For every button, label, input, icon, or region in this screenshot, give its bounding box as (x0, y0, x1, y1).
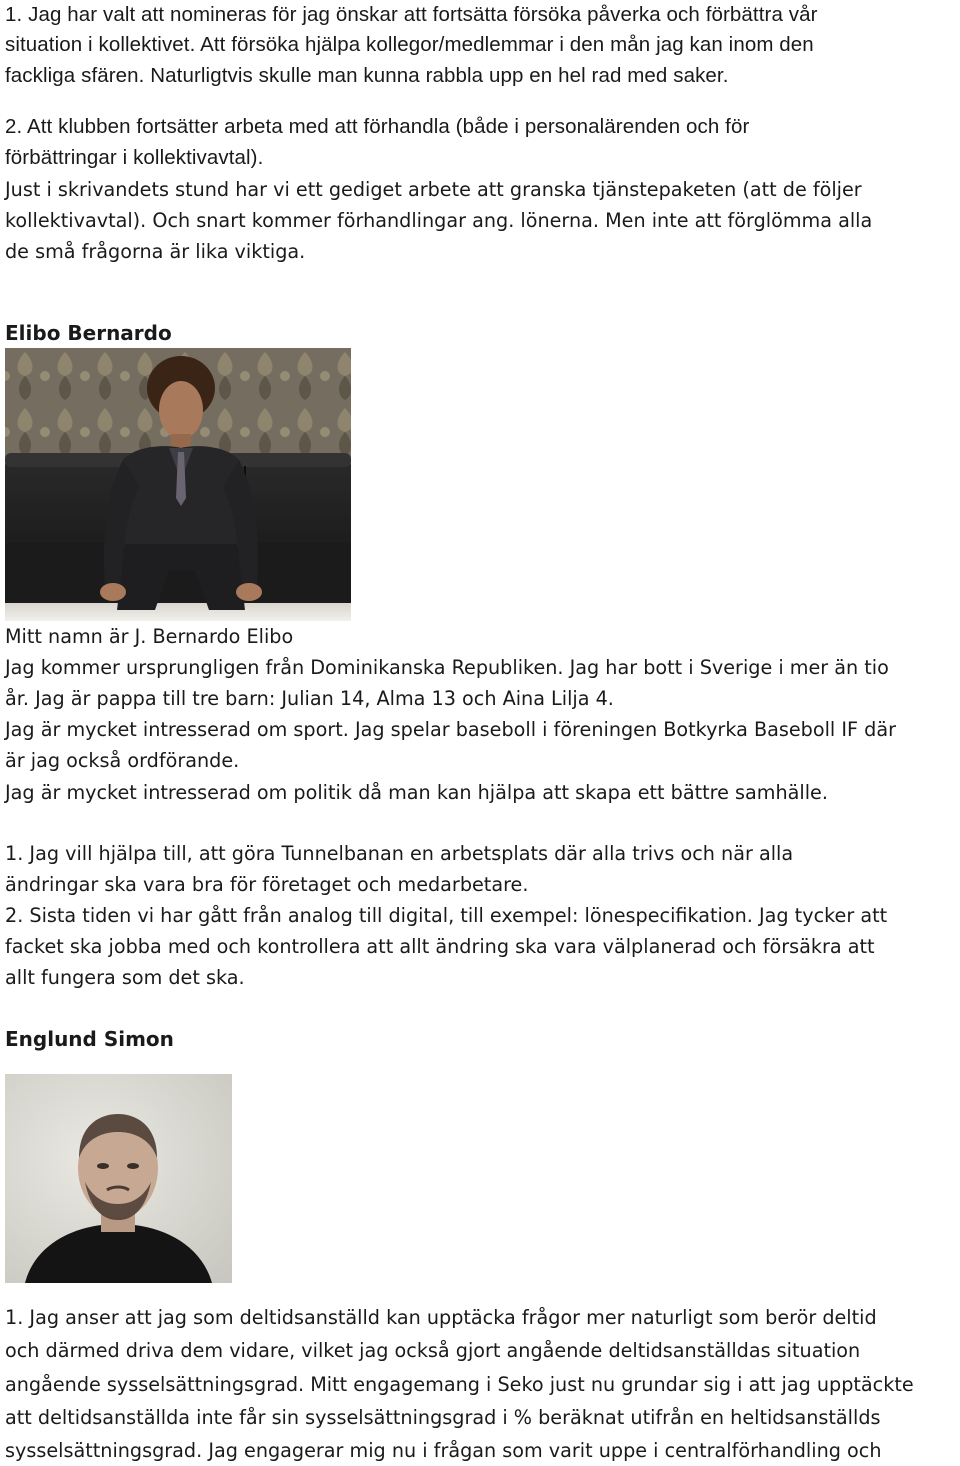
prev-line-5: förbättringar i kollektivavtal). (5, 146, 264, 169)
prev-line-1: 1. Jag har valt att nomineras för jag önskar att fortsätta försöka påverka och förbättra vår (5, 3, 818, 26)
candidate-photo-englund (5, 1074, 232, 1283)
prev-line-3: fackliga sfären. Naturligtvis skulle man kunna rabbla upp en hel rad med saker. (5, 64, 729, 87)
elibo-line-11: allt fungera som det ska. (5, 966, 245, 989)
englund-line-2: och därmed driva dem vidare, vilket jag också gjort angående deltidsanställdas situation (5, 1339, 861, 1362)
candidate-name-englund: Englund Simon (5, 1027, 174, 1051)
englund-line-1: 1. Jag anser att jag som deltidsanställd kan upptäcka frågor mer naturligt som berör deltid (5, 1306, 877, 1329)
elibo-line-9: 2. Sista tiden vi har gått från analog till digital, till exempel: lönespecifikation. Jag tycker att (5, 904, 888, 927)
prev-line-8: de små frågorna är lika viktiga. (5, 240, 306, 263)
candidate-photo-elibo (5, 348, 351, 621)
prev-line-7: kollektivavtal). Och snart kommer förhandlingar ang. lönerna. Men inte att förglömma alla (5, 209, 873, 232)
elibo-line-6: Jag är mycket intresserad om politik då man kan hjälpa att skapa ett bättre samhälle. (5, 781, 828, 804)
elibo-line-1: Mitt namn är J. Bernardo Elibo (5, 625, 294, 648)
elibo-line-3: år. Jag är pappa till tre barn: Julian 14, Alma 13 och Aina Lilja 4. (5, 687, 614, 710)
elibo-line-8: ändringar ska vara bra för företaget och medarbetare. (5, 873, 529, 896)
elibo-line-7: 1. Jag vill hjälpa till, att göra Tunnelbanan en arbetsplats där alla trivs och när alla (5, 842, 794, 865)
englund-line-4: att deltidsanställda inte får sin sysselsättningsgrad i % beräknat utifrån en heltidsanställds (5, 1406, 881, 1429)
candidate-name-elibo: Elibo Bernardo (5, 321, 172, 345)
englund-line-5: sysselsättningsgrad. Jag engagerar mig nu i frågan som varit uppe i centralförhandling och (5, 1439, 882, 1462)
prev-line-6: Just i skrivandets stund har vi ett gediget arbete att granska tjänstepaketen (att de följer (5, 178, 862, 201)
elibo-line-2: Jag kommer ursprungligen från Dominikanska Republiken. Jag har bott i Sverige i mer än tio (5, 656, 889, 679)
elibo-line-10: facket ska jobba med och kontrollera att allt ändring ska vara välplanerad och försäkra att (5, 935, 875, 958)
prev-line-4: 2. Att klubben fortsätter arbeta med att förhandla (både i personalärenden och för (5, 115, 750, 138)
prev-line-2: situation i kollektivet. Att försöka hjälpa kollegor/medlemmar i den mån jag kan inom den (5, 33, 814, 56)
elibo-line-4: Jag är mycket intresserad om sport. Jag spelar baseboll i föreningen Botkyrka Baseboll IF där (5, 718, 896, 741)
englund-line-3: angående sysselsättningsgrad. Mitt engagemang i Seko just nu grundar sig i att jag upptäckte (5, 1373, 914, 1396)
elibo-line-5: är jag också ordförande. (5, 749, 240, 772)
